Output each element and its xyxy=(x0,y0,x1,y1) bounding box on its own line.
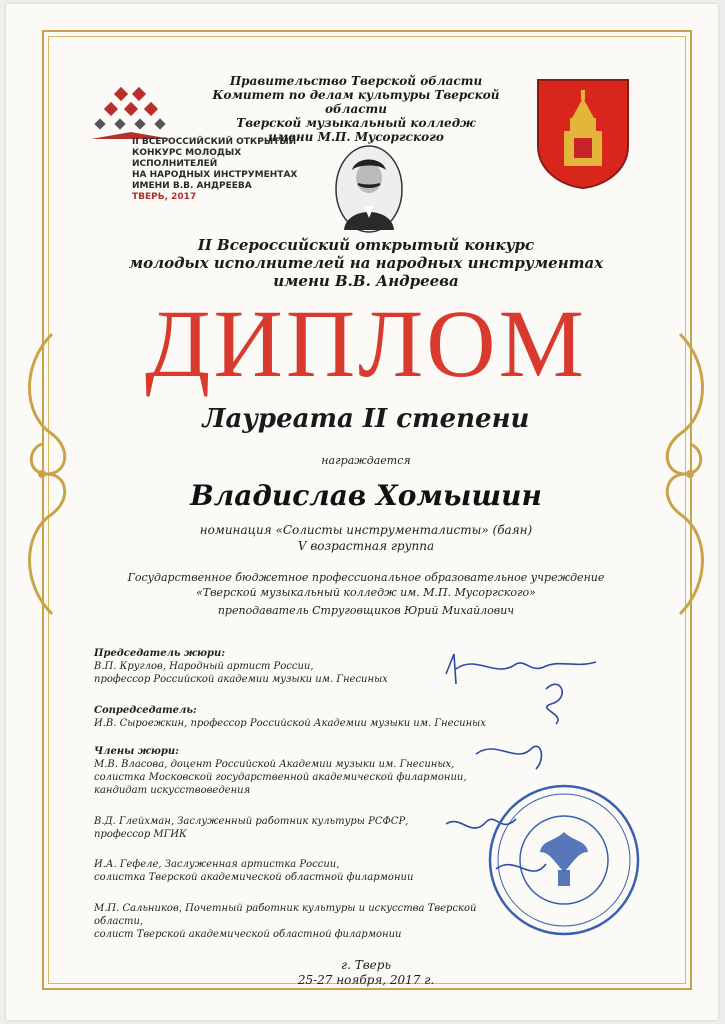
logo-line: НА НАРОДНЫХ ИНСТРУМЕНТАХ xyxy=(132,170,298,180)
laureate-degree: Лауреата II степени xyxy=(202,404,530,434)
winner-name: Владислав Хомышин xyxy=(190,479,542,512)
jury-line: И.А. Гефеле, Заслуженная артистка России, xyxy=(94,859,340,870)
institution-line: «Тверской музыкальный колледж им. М.П. Мусоргского» xyxy=(196,586,536,599)
organizer-line: Тверской музыкальный колледж xyxy=(236,116,476,130)
jury-line: В.Д. Глейхман, Заслуженный работник культуры РСФСР, xyxy=(94,816,409,827)
diploma-sheet xyxy=(6,4,718,1020)
organizer-line: имени М.П. Мусоргского xyxy=(268,130,444,144)
teacher: преподаватель Струговщиков Юрий Михайлович xyxy=(217,604,515,617)
jury-line: В.П. Круглов, Народный артист России, xyxy=(94,661,314,672)
jury-line: солистка Московской государственной академической филармонии, xyxy=(94,772,467,783)
jury-members-title: Члены жюри: xyxy=(94,746,179,757)
jury-line: солистка Тверской академической областной филармонии xyxy=(94,872,414,883)
jury-line: И.В. Сыроежкин, профессор Российской Академии музыки им. Гнесиных xyxy=(94,718,486,729)
jury-line: кандидат искусствоведения xyxy=(94,785,251,796)
jury-line: М.П. Сальников, Почетный работник культуры и искусства Тверской области, xyxy=(94,903,477,927)
logo-city-year: ТВЕРЬ, 2017 xyxy=(132,192,197,202)
jury-line: солист Тверской академической областной филармонии xyxy=(94,929,402,940)
jury-line: профессор МГИК xyxy=(94,829,187,840)
dates: 25-27 ноября, 2017 г. xyxy=(297,973,435,987)
jury-line: профессор Российской академии музыки им. Гнесиных xyxy=(94,674,388,685)
age-group: V возрастная группа xyxy=(297,539,435,553)
awarded-label: награждается xyxy=(321,454,411,467)
diploma-heading: ДИПЛОМ xyxy=(145,290,587,397)
organizer-line: Комитет по делам культуры Тверской области xyxy=(212,88,500,116)
competition-logo-icon xyxy=(86,84,176,144)
nomination-block xyxy=(156,522,576,554)
official-seal-icon xyxy=(484,780,644,940)
logo-line: II ВСЕРОССИЙСКИЙ ОТКРЫТЫЙ xyxy=(132,137,297,147)
title-line: II Всероссийский открытый конкурс xyxy=(197,236,535,254)
title-line: молодых исполнителей на народных инструментах xyxy=(128,254,604,272)
footer xyxy=(256,958,476,988)
institution-block xyxy=(126,570,606,600)
jury-cochair-title: Сопредседатель: xyxy=(94,705,197,716)
nomination: номинация «Солисты инструменталисты» (баян) xyxy=(199,523,533,537)
coat-of-arms-icon xyxy=(534,76,632,191)
jury-chair-title: Председатель жюри: xyxy=(94,648,226,659)
competition-logo-text xyxy=(132,137,302,203)
institution-line: Государственное бюджетное профессиональное образовательное учреждение xyxy=(127,571,605,584)
organizer-line: Правительство Тверской области xyxy=(229,74,483,88)
logo-line: ИМЕНИ В.В. АНДРЕЕВА xyxy=(132,181,252,191)
logo-line: КОНКУРС МОЛОДЫХ ИСПОЛНИТЕЛЕЙ xyxy=(132,148,242,169)
jury-line: М.В. Власова, доцент Российской Академии музыки им. Гнесиных, xyxy=(94,759,455,770)
organizers-header xyxy=(206,74,506,144)
andreev-portrait-icon xyxy=(334,144,404,234)
city: г. Тверь xyxy=(341,958,391,972)
left-ornament-icon xyxy=(12,324,72,624)
competition-title xyxy=(126,236,606,290)
right-ornament-icon xyxy=(660,324,720,624)
title-line: имени В.В. Андреева xyxy=(273,272,459,290)
